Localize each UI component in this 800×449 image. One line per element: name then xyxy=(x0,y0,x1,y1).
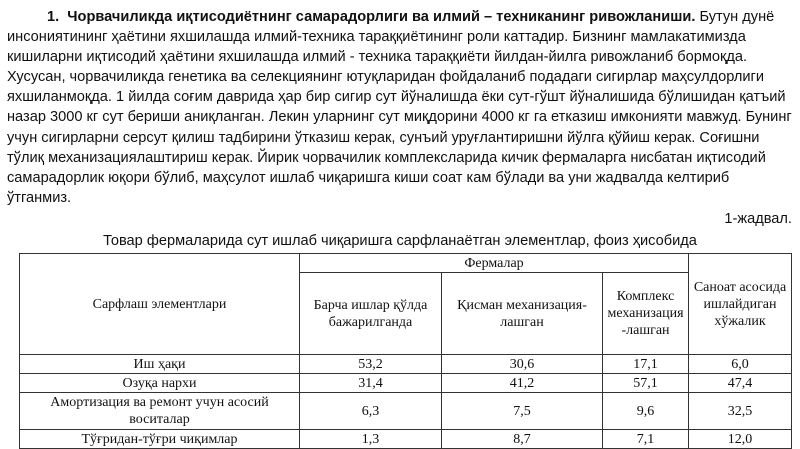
row-label: Амортизация ва ремонт учун асосий воситалар xyxy=(20,393,300,430)
header-farms: Фермалар xyxy=(300,254,689,273)
table-row xyxy=(20,430,792,449)
cell-value: 9,6 xyxy=(603,393,689,430)
header-farm-partial: Қисман механизация-лашган xyxy=(442,273,603,355)
header-industrial: Саноат асосида ишлайдиган хўжалик xyxy=(689,254,792,355)
cell-value: 1,3 xyxy=(300,430,442,449)
cell-value: 7,1 xyxy=(603,430,689,449)
cell-value: 30,6 xyxy=(442,355,603,374)
body-paragraph xyxy=(7,7,795,208)
cell-value: 17,1 xyxy=(603,355,689,374)
header-farm-complex: Комплекс механизация -лашган xyxy=(603,273,689,355)
row-label: Иш ҳақи xyxy=(20,355,300,374)
cell-value: 31,4 xyxy=(300,374,442,393)
table-row xyxy=(20,393,792,430)
paragraph-text: Бутун дунё инсониятининг ҳаётини яхшилашда илмий-техника тараққиётининг роли каттадир. Бизнинг мамлакатимизда кишиларни иқтисодий ҳаётини яхшилашда илмий - техника тараққиёти йилдан-йилга ривожланиб бормоқда. Хусусан, чорвачиликда генетика ва селекциянинг ютуқларидан фойдаланиб подадаги сигирлар маҳсулдорлиги яхшиланмоқда. 1 йилда соғим даврида ҳар бир сигир сут йўналишда ёки сут-гўшт йўналишида бўлишидан қатъий назар 3000 кг сут бериши аниқланган. Лекин уларнинг сут миқдорини 4000 кг га етказиш имконияти мавжуд. Бунинг учун сигирларни серсут қилиш тадбирини ўтказиш керак, сунъий уруғлантиришни йўлга қўйиш керак. Соғишни тўлиқ механизациялаштириш керак. Йирик чорвачилик комплексларида кичик фермаларга нисбатан иқтисодий самарадорлик юқори бўлиб, маҳсулот ишлаб чиқаришга киши соат кам бўлади ва уни жадвалда келтириб ўтганмиз. xyxy=(7,9,792,206)
row-label: Озуқа нархи xyxy=(20,374,300,393)
table-title: Товар фермаларида сут ишлаб чиқаришга сарфланаётган элементлар, фоиз ҳисобида xyxy=(103,233,697,249)
header-elements: Сарфлаш элементлари xyxy=(20,254,300,355)
cell-value: 53,2 xyxy=(300,355,442,374)
table-row xyxy=(20,355,792,374)
cell-value: 32,5 xyxy=(689,393,792,430)
cell-value: 8,7 xyxy=(442,430,603,449)
table-number: 1-жадвал. xyxy=(724,211,792,227)
expenses-table xyxy=(19,253,792,449)
cell-value: 7,5 xyxy=(442,393,603,430)
section-number: 1. xyxy=(47,9,60,25)
cell-value: 12,0 xyxy=(689,430,792,449)
section-heading: Чорвачиликда иқтисодиётнинг самарадорлиги ва илмий – техниканинг ривожланиши. xyxy=(67,9,696,25)
cell-value: 47,4 xyxy=(689,374,792,393)
cell-value: 57,1 xyxy=(603,374,689,393)
header-farm-manual: Барча ишлар қўлда бажарилганда xyxy=(300,273,442,355)
table-row xyxy=(20,374,792,393)
cell-value: 6,3 xyxy=(300,393,442,430)
cell-value: 6,0 xyxy=(689,355,792,374)
cell-value: 41,2 xyxy=(442,374,603,393)
row-label: Тўғридан-тўғри чиқимлар xyxy=(20,430,300,449)
